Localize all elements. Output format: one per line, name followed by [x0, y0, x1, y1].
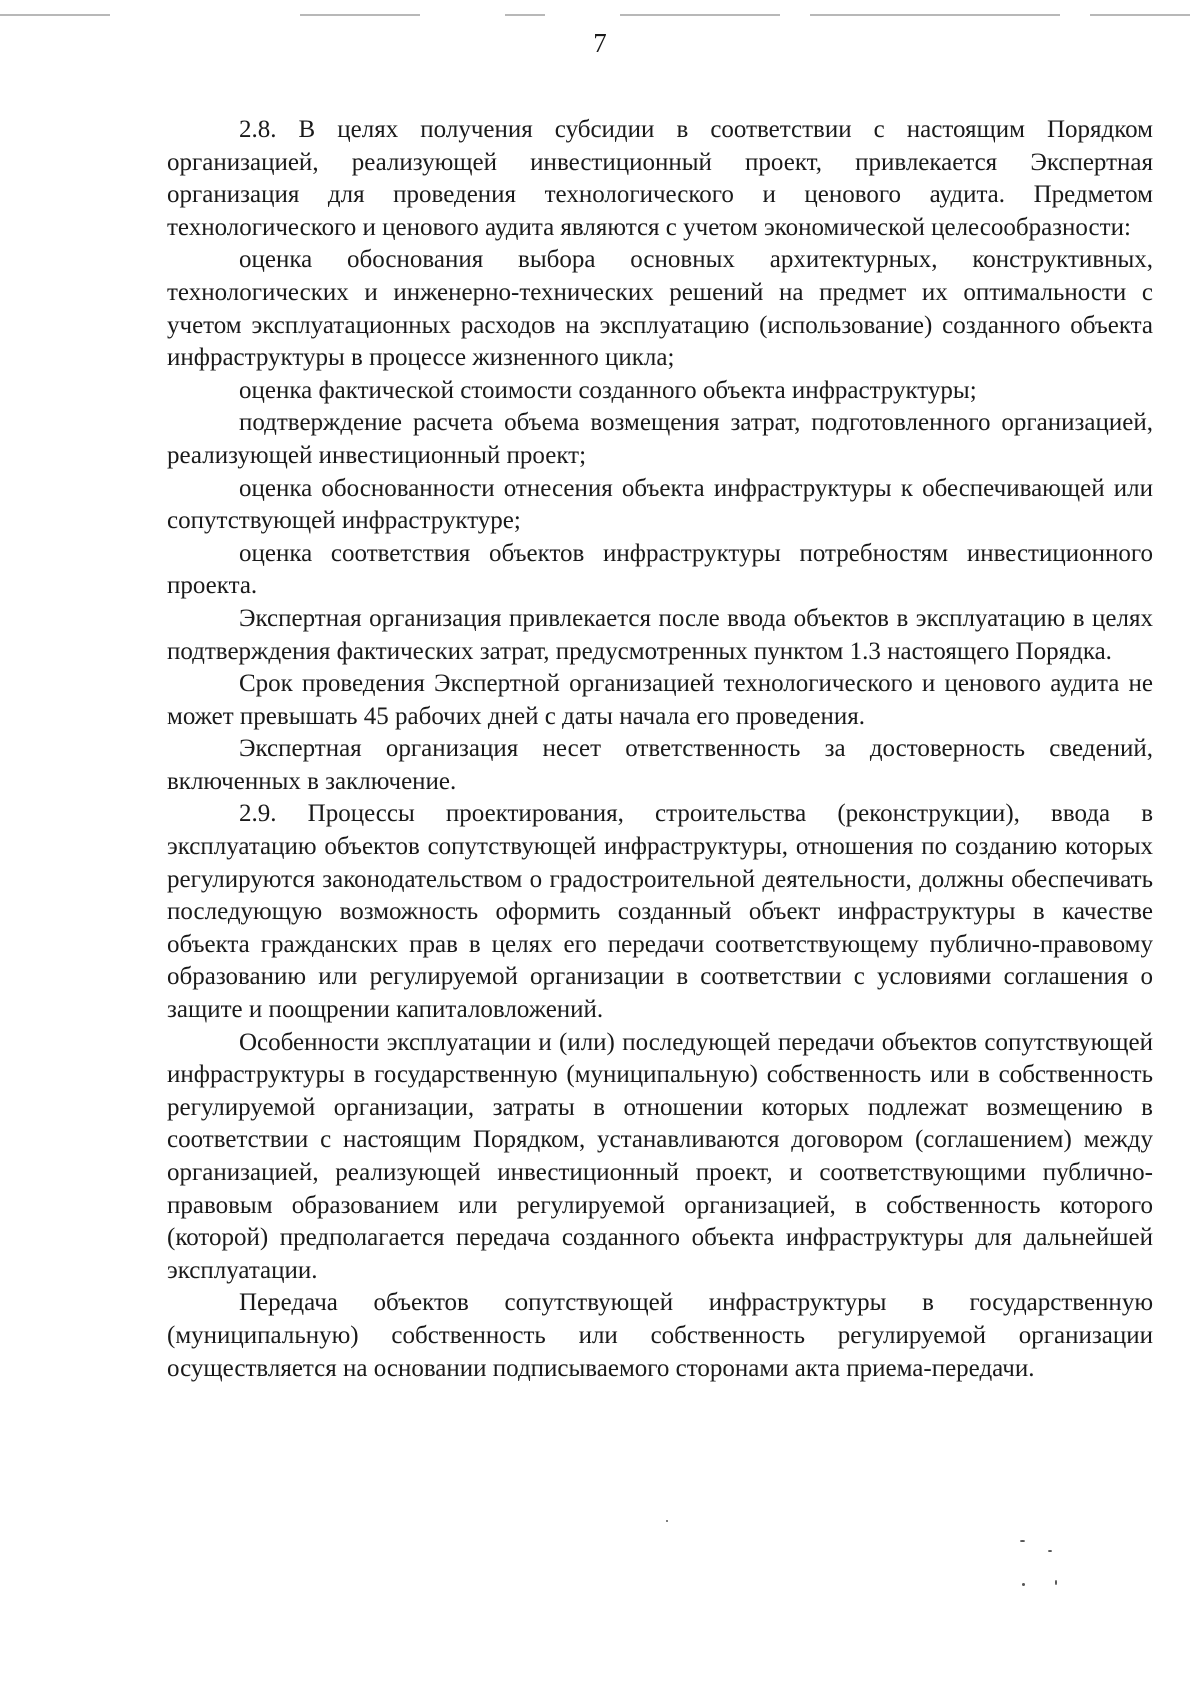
paragraph-item-calculation: подтверждение расчета объема возмещения затрат, подготовленного организацией, реализующей инвестиционный проект;	[167, 409, 1153, 469]
paragraph-operation-features: Особенности эксплуатации и (или) последующей передачи объектов сопутствующей инфраструктуры в государственную (муниципальную) собственность или в собственность регулируемой организации, затраты в отношении которых подлежат возмещению в соответствии с настоящим Порядком, устанавливаются договором (соглашением) между организацией, реализующей инвестиционный проект, и соответствующими публично-правовым образованием или регулируемой организацией, в собственность которого (которой) предполагается передача созданного объекта инфраструктуры для дальнейшей эксплуатации.	[167, 1028, 1153, 1284]
page-number: 7	[593, 28, 607, 58]
paragraph-expert-liability: Экспертная организация несет ответственность за достоверность сведений, включенных в заключение.	[167, 735, 1153, 795]
scan-speck	[1055, 1580, 1057, 1585]
document-body	[167, 114, 1153, 1385]
scan-speck	[1048, 1550, 1052, 1552]
paragraph-audit-term: Срок проведения Экспертной организацией технологического и ценового аудита не может превышать 45 рабочих дней с даты начала его проведения.	[167, 670, 1153, 730]
paragraph-item-classification: оценка обоснованности отнесения объекта инфраструктуры к обеспечивающей или сопутствующей инфраструктуре;	[167, 474, 1153, 535]
paragraph-item-cost: оценка фактической стоимости созданного объекта инфраструктуры;	[239, 376, 977, 404]
scan-edge-artifact	[0, 14, 1200, 20]
scan-speck	[1022, 1583, 1025, 1586]
paragraph-transfer: Передача объектов сопутствующей инфраструктуры в государственную (муниципальную) собственность или собственность регулируемой организации осуществляется на основании подписываемого сторонами акта приема-передачи.	[167, 1289, 1153, 1382]
paragraph-2-9: 2.9. Процессы проектирования, строительства (реконструкции), ввода в эксплуатацию объектов сопутствующей инфраструктуры, отношения по созданию которых регулируются законодательством о градостроительной деятельности, должны обеспечивать последующую возможность оформить созданный объект инфраструктуры в качестве объекта гражданских прав в целях его передачи соответствующему публично-правовому образованию или регулируемой организации в соответствии с условиями соглашения о защите и поощрении капиталовложений.	[167, 800, 1153, 1024]
scan-speck	[1020, 1540, 1025, 1542]
paragraph-item-compliance: оценка соответствия объектов инфраструктуры потребностям инвестиционного проекта.	[167, 539, 1153, 600]
paragraph-expert-engagement: Экспертная организация привлекается после ввода объектов в эксплуатацию в целях подтверждения фактических затрат, предусмотренных пунктом 1.3 настоящего Порядка.	[167, 604, 1153, 665]
scan-speck	[666, 1520, 668, 1522]
paragraph-item-architecture: оценка обоснования выбора основных архитектурных, конструктивных, технологических и инженерно-технических решений на предмет их оптимальности с учетом эксплуатационных расходов на эксплуатацию (использование) созданного объекта инфраструктуры в процессе жизненного цикла;	[167, 246, 1153, 372]
paragraph-2-8: 2.8. В целях получения субсидии в соответствии с настоящим Порядком организацией, реализующей инвестиционный проект, привлекается Экспертная организация для проведения технологического и ценового аудита. Предметом технологического и ценового аудита являются с учетом экономической целесообразности:	[167, 116, 1153, 241]
